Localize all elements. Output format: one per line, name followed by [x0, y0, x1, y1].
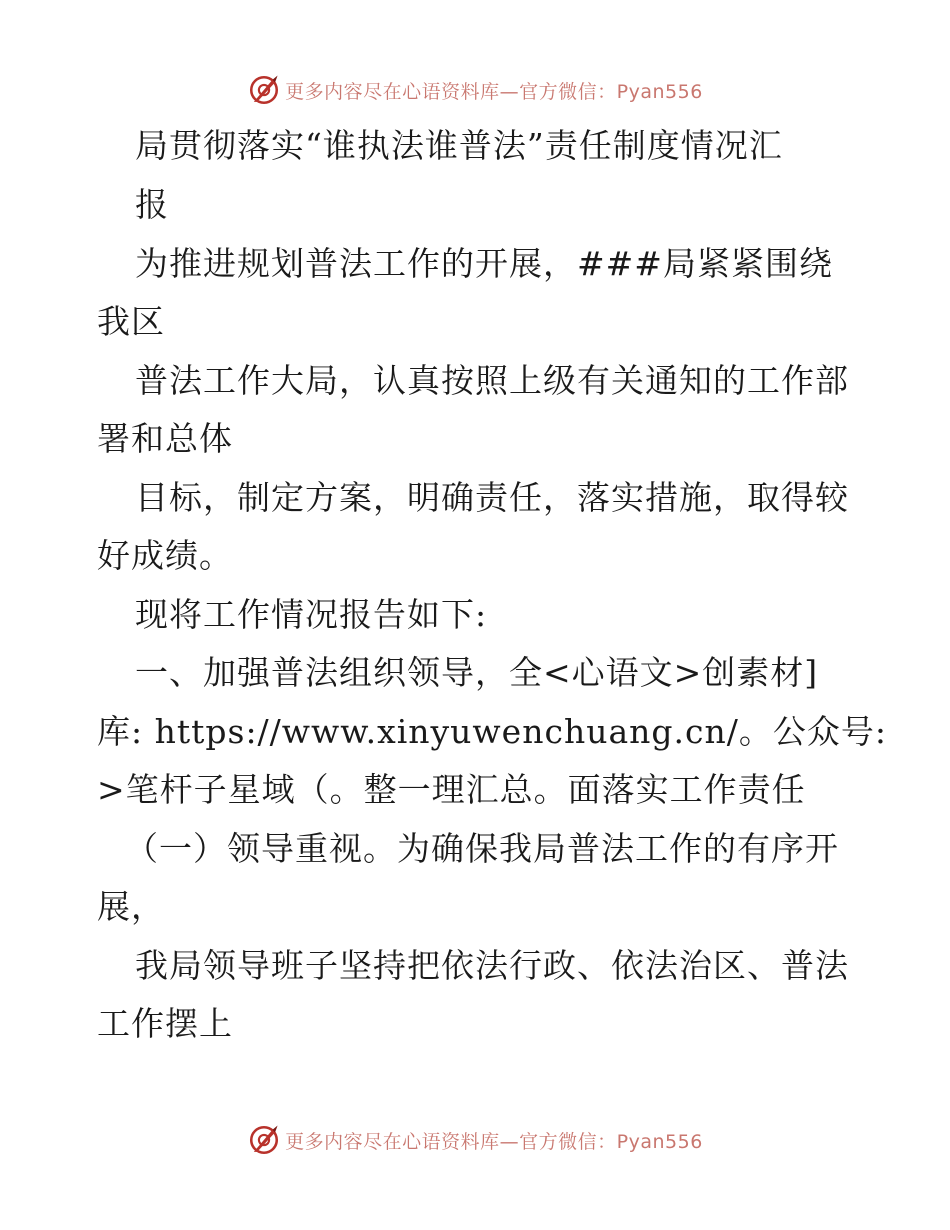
- brand-quill-logo-icon: [247, 1123, 281, 1157]
- paragraph-line: 好成绩。: [97, 536, 233, 575]
- paragraph-line: 我区: [97, 302, 165, 341]
- paragraph-line: 目标，制定方案，明确责任，落实措施，取得较: [135, 478, 849, 517]
- header-banner-text: 更多内容尽在心语资料库—官方微信：Pyan556: [285, 80, 703, 103]
- footer-banner: [0, 1120, 950, 1160]
- paragraph-line: >笔杆子星域（。整一理汇总。面落实工作责任: [97, 770, 806, 809]
- paragraph-line: 为推进规划普法工作的开展，###局紧紧围绕: [135, 244, 833, 283]
- subsection-line: （一）领导重视。为确保我局普法工作的有序开: [125, 829, 839, 868]
- paragraph-line: 现将工作情况报告如下:: [135, 595, 488, 634]
- paragraph-line: 我局领导班子坚持把依法行政、依法治区、普法: [135, 946, 849, 985]
- section-heading-line: 一、加强普法组织领导，全<心语文>创素材]: [135, 653, 819, 692]
- paragraph-line: 展，: [97, 887, 165, 926]
- paragraph-line: 工作摆上: [97, 1004, 233, 1043]
- paragraph-line: 库: https://www.xinyuwenchuang.cn/。公众号:: [97, 712, 887, 751]
- title-line-2: 报: [135, 185, 169, 224]
- paragraph-line: 署和总体: [97, 419, 233, 458]
- paragraph-line: 普法工作大局，认真按照上级有关通知的工作部: [135, 361, 849, 400]
- footer-banner-text: 更多内容尽在心语资料库—官方微信：Pyan556: [285, 1130, 703, 1153]
- title-line-1: 局贯彻落实“谁执法谁普法”责任制度情况汇: [135, 126, 783, 165]
